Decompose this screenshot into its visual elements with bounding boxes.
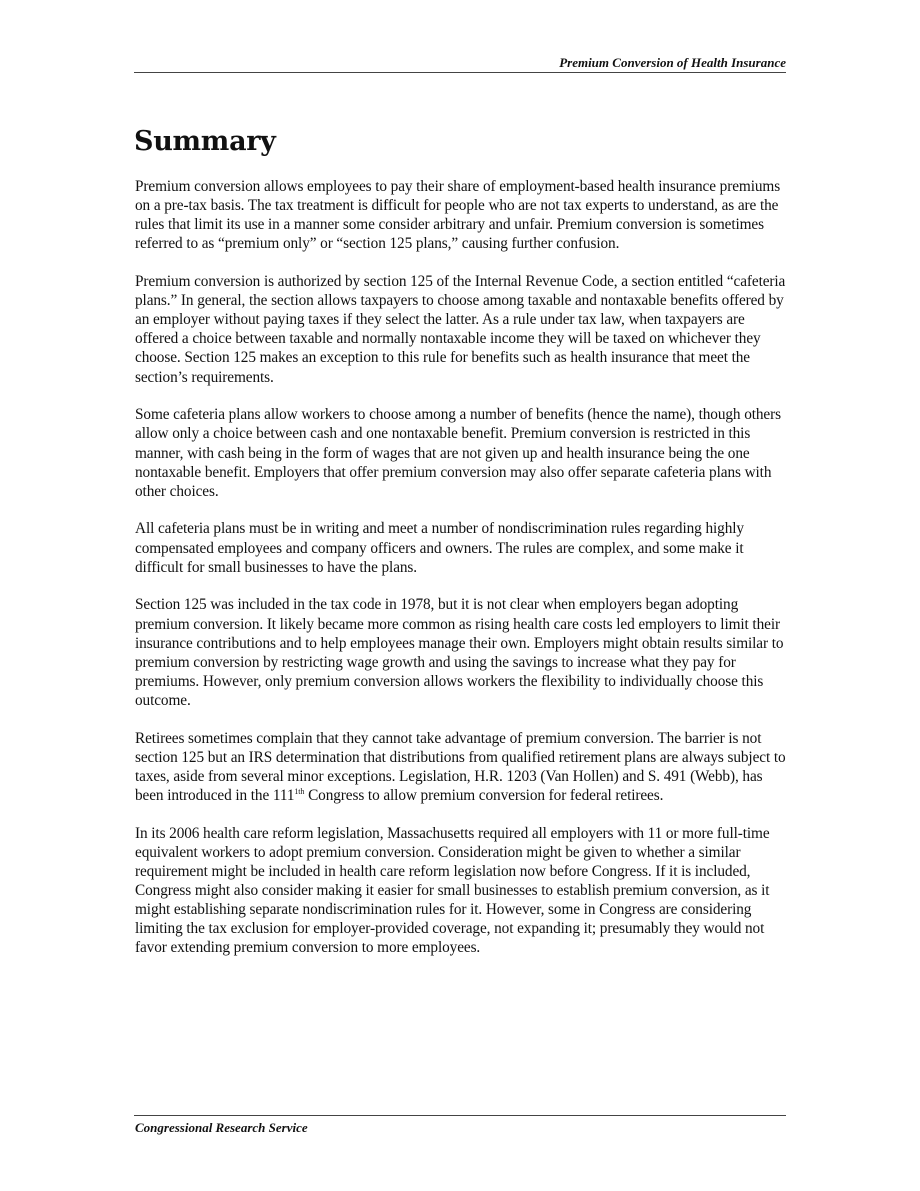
paragraph-7: In its 2006 health care reform legislation, Massachusetts required all employers with 11 or more full-time equivalent workers to adopt premium conversion. Consideration might be given to whether a similar requirement might be included in health care reform legislation now before Congress. If it is included, Congress might also consider making it easier for small businesses to establish premium conversion, as it might establishing separate nondiscrimination rules for it. However, some in Congress are considering limiting the tax exclusion for employer-provided coverage, not expanding it; presumably they would not favor extending premium conversion to more employees. — [135, 824, 770, 957]
paragraph-4: All cafeteria plans must be in writing and meet a number of nondiscrimination rules regarding highly compensated employees and company officers and owners. The rules are complex, and some make it difficult for small businesses to have the plans. — [135, 520, 744, 576]
paragraph-2: Premium conversion is authorized by section 125 of the Internal Revenue Code, a section entitled “cafeteria plans.” In general, the section allows taxpayers to choose among taxable and nontaxable benefits offered by an employer without paying taxes if they select the latter. As a rule under tax law, when taxpayers are offered a choice between taxable and normally nontaxable income they will be taxed on whichever they choose. Section 125 makes an exception to this rule for benefits such as health insurance that meet the section’s requirements. — [135, 273, 786, 386]
header-divider — [134, 72, 786, 73]
paragraph-6-text-start: Retirees sometimes complain that they cannot take advantage of premium conversion. The barrier is not section 125 but an IRS determination that distributions from qualified retirement plans are always subject to taxes, aside from several minor exceptions. Legislation, H.R. 1203 (Van Hollen) and S. 491 (Webb), has been introduced in the 111 — [135, 729, 786, 804]
page-title: Summary — [134, 126, 276, 157]
paragraph-6-text-end: Congress to allow premium conversion for federal retirees. — [308, 786, 664, 804]
summary-body — [135, 177, 787, 976]
paragraph-1: Premium conversion allows employees to pay their share of employment-based health insurance premiums on a pre-tax basis. The tax treatment is difficult for people who are not tax experts to understand, as are the rules that limit its use in a manner some consider arbitrary and unfair. Premium conversion is sometimes referred to as “premium only” or “section 125 plans,” causing further confusion. — [135, 178, 781, 253]
ordinal-superscript: 1th — [294, 786, 305, 796]
running-header: Premium Conversion of Health Insurance — [559, 55, 786, 70]
paragraph-6 — [135, 729, 787, 805]
paragraph-3: Some cafeteria plans allow workers to choose among a number of benefits (hence the name), though others allow only a choice between cash and one nontaxable benefit. Premium conversion is restricted in this manner, with cash being in the form of wages that are not given up and health insurance being the one nontaxable benefit. Employers that offer premium conversion may also offer separate cafeteria plans with other choices. — [135, 406, 781, 500]
running-footer: Congressional Research Service — [135, 1120, 308, 1135]
paragraph-5: Section 125 was included in the tax code in 1978, but it is not clear when employers began adopting premium conversion. It likely became more common as rising health care costs led employers to limit their insurance contributions and to help employees manage their own. Employers might obtain results similar to premium conversion by restricting wage growth and using the savings to increase what they pay for premiums. However, only premium conversion allows workers the flexibility to individually choose this outcome. — [135, 596, 784, 709]
footer-divider — [134, 1115, 786, 1116]
